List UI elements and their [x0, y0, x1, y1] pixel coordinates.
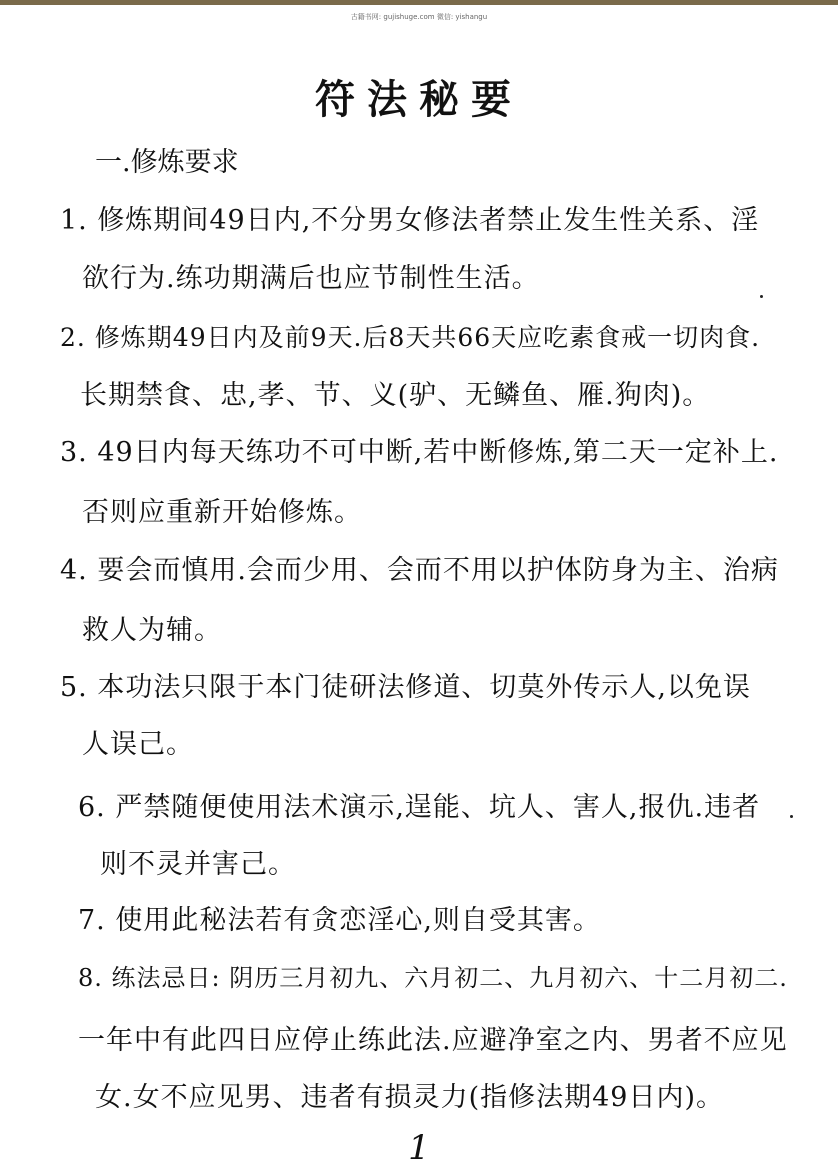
- text-line: 8. 练法忌日: 阴历三月初九、六月初二、九月初六、十二月初二.: [78, 964, 788, 992]
- section-heading: 一.修炼要求: [95, 147, 239, 178]
- text-line: 1. 修炼期间49日内,不分男女修法者禁止发生性关系、淫: [60, 205, 760, 236]
- text-line: 4. 要会而慎用.会而少用、会而不用以护体防身为主、治病: [60, 555, 779, 586]
- text-line: 否则应重新开始修炼。: [82, 497, 362, 528]
- top-border: [0, 0, 838, 5]
- watermark: 古籍书网: gujishuge.com 微信: yishangu: [350, 13, 488, 21]
- text-line: 长期禁食、忠,孝、节、义(驴、无鳞鱼、雁.狗肉)。: [80, 380, 711, 411]
- text-line: 则不灵并害己。: [100, 849, 296, 880]
- text-line: 欲行为.练功期满后也应节制性生活。: [82, 263, 540, 294]
- speck: [790, 815, 793, 818]
- text-line: 6. 严禁随便使用法术演示,逞能、坑人、害人,报仇.违者: [78, 792, 761, 823]
- text-line: 3. 49日内每天练功不可中断,若中断修炼,第二天一定补上.: [60, 437, 779, 468]
- speck: [760, 295, 763, 298]
- text-line: 7. 使用此秘法若有贪恋淫心,则自受其害。: [78, 905, 601, 936]
- page-number: 1: [408, 1128, 430, 1168]
- text-line: 5. 本功法只限于本门徒研法修道、切莫外传示人,以免误: [60, 672, 751, 703]
- text-line: 一年中有此四日应停止练此法.应避净室之内、男者不应见: [78, 1025, 788, 1056]
- page-title: 符法秘要: [315, 76, 523, 123]
- text-line: 女.女不应见男、违者有损灵力(指修法期49日内)。: [95, 1082, 725, 1113]
- text-line: 人误己。: [82, 729, 194, 760]
- text-line: 2. 修炼期49日内及前9天.后8天共66天应吃素食戒一切肉食.: [60, 323, 761, 352]
- text-line: 救人为辅。: [82, 615, 222, 646]
